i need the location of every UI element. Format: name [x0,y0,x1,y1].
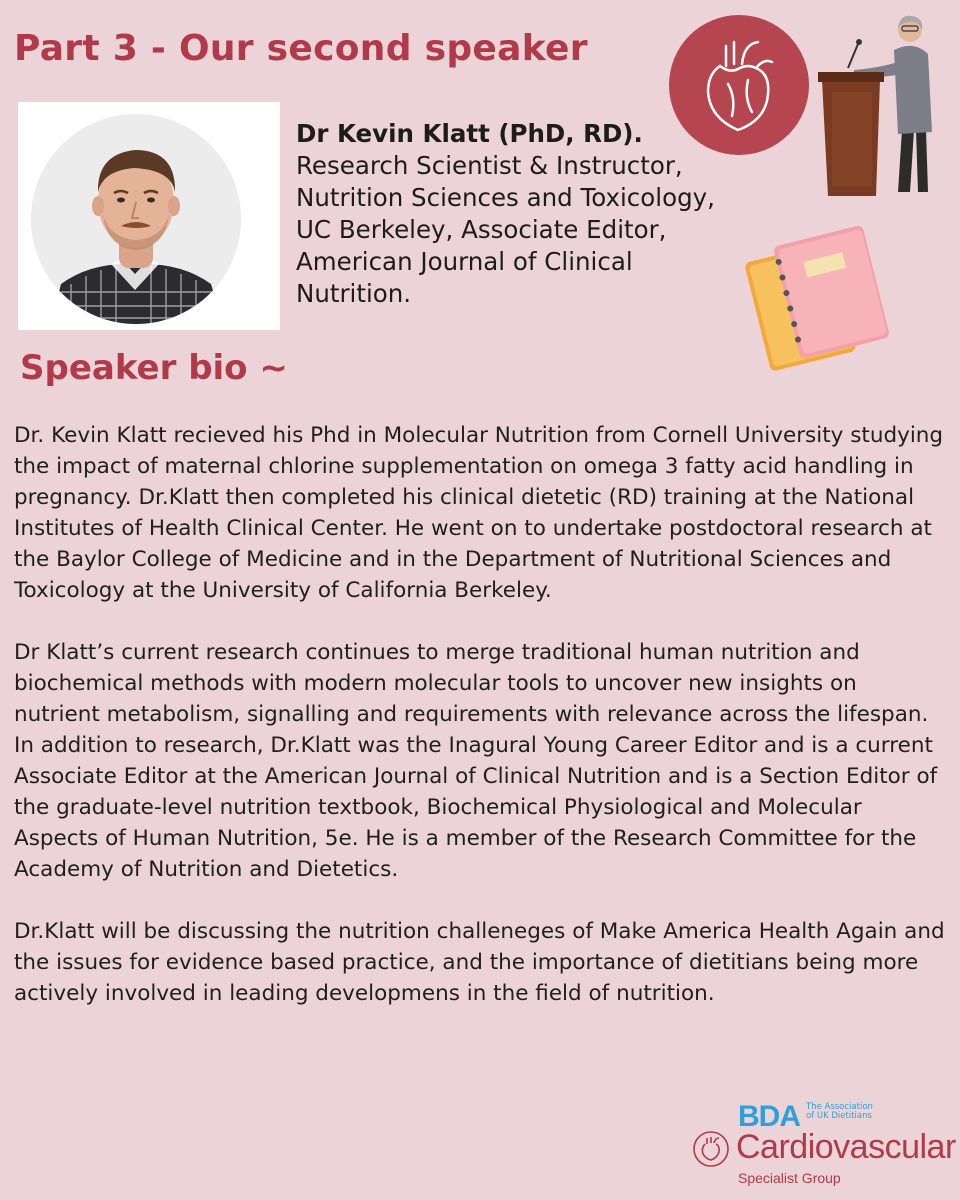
speaker-role: Research Scientist & Instructor, Nutrition Sciences and Toxicology, UC Berkeley, Associate Editor, American Journal of Clinical Nutrition. [296,151,715,308]
bio-paragraph: Dr.Klatt will be discussing the nutrition challeneges of Make America Health Again and the issues for evidence based practice, and the importance of dietitians being more actively involved in leading developmens in the field of nutrition. [14,919,945,1006]
cardiovascular-group-logo [692,1100,954,1192]
heart-logo-icon [692,1130,730,1168]
logo-name: Cardiovascular [736,1128,956,1166]
bda-logo-mark: BDA [738,1100,800,1133]
page-title: Part 3 - Our second speaker [14,28,588,69]
bio-paragraph: Dr. Kevin Klatt recieved his Phd in Molecular Nutrition from Cornell University studying the impact of maternal chlorine supplementation on omega 3 fatty acid handling in pregnancy. Dr.Klatt then completed his clinical dietetic (RD) training at the National Institutes of Health Clinical Center. He went on to undertake postdoctoral research at the Baylor College of Medicine and in the Department of Nutritional Sciences and Toxicology at the University of California Berkeley. [14,423,944,603]
bio-paragraph: Dr Klatt’s current research continues to merge traditional human nutrition and biochemical methods with modern molecular tools to uncover new insights on nutrient metabolism, signalling and requirements with relevance across the lifespan. In addition to research, Dr.Klatt was the Inagural Young Career Editor and is a current Associate Editor at the American Journal of Clinical Nutrition and is a Section Editor of the graduate-level nutrition textbook, Biochemical Physiological and Molecular Aspects of Human Nutrition, 5e. He is a member of the Research Committee for the Academy of Nutrition and Dietetics. [14,640,938,882]
bio-heading: Speaker bio ~ [20,348,288,388]
speaker-details [296,118,796,310]
speaker-at-podium-illustration [818,10,936,196]
speaker-portrait [31,114,241,324]
logo-subtitle: Specialist Group [738,1170,841,1186]
bda-logo-subtitle: The Association of UK Dietitians [806,1102,873,1121]
speaker-name: Dr Kevin Klatt (PhD, RD). [296,119,643,148]
speaker-photo [18,102,280,330]
bio-body [14,420,948,1040]
portrait-drawing [31,114,241,324]
